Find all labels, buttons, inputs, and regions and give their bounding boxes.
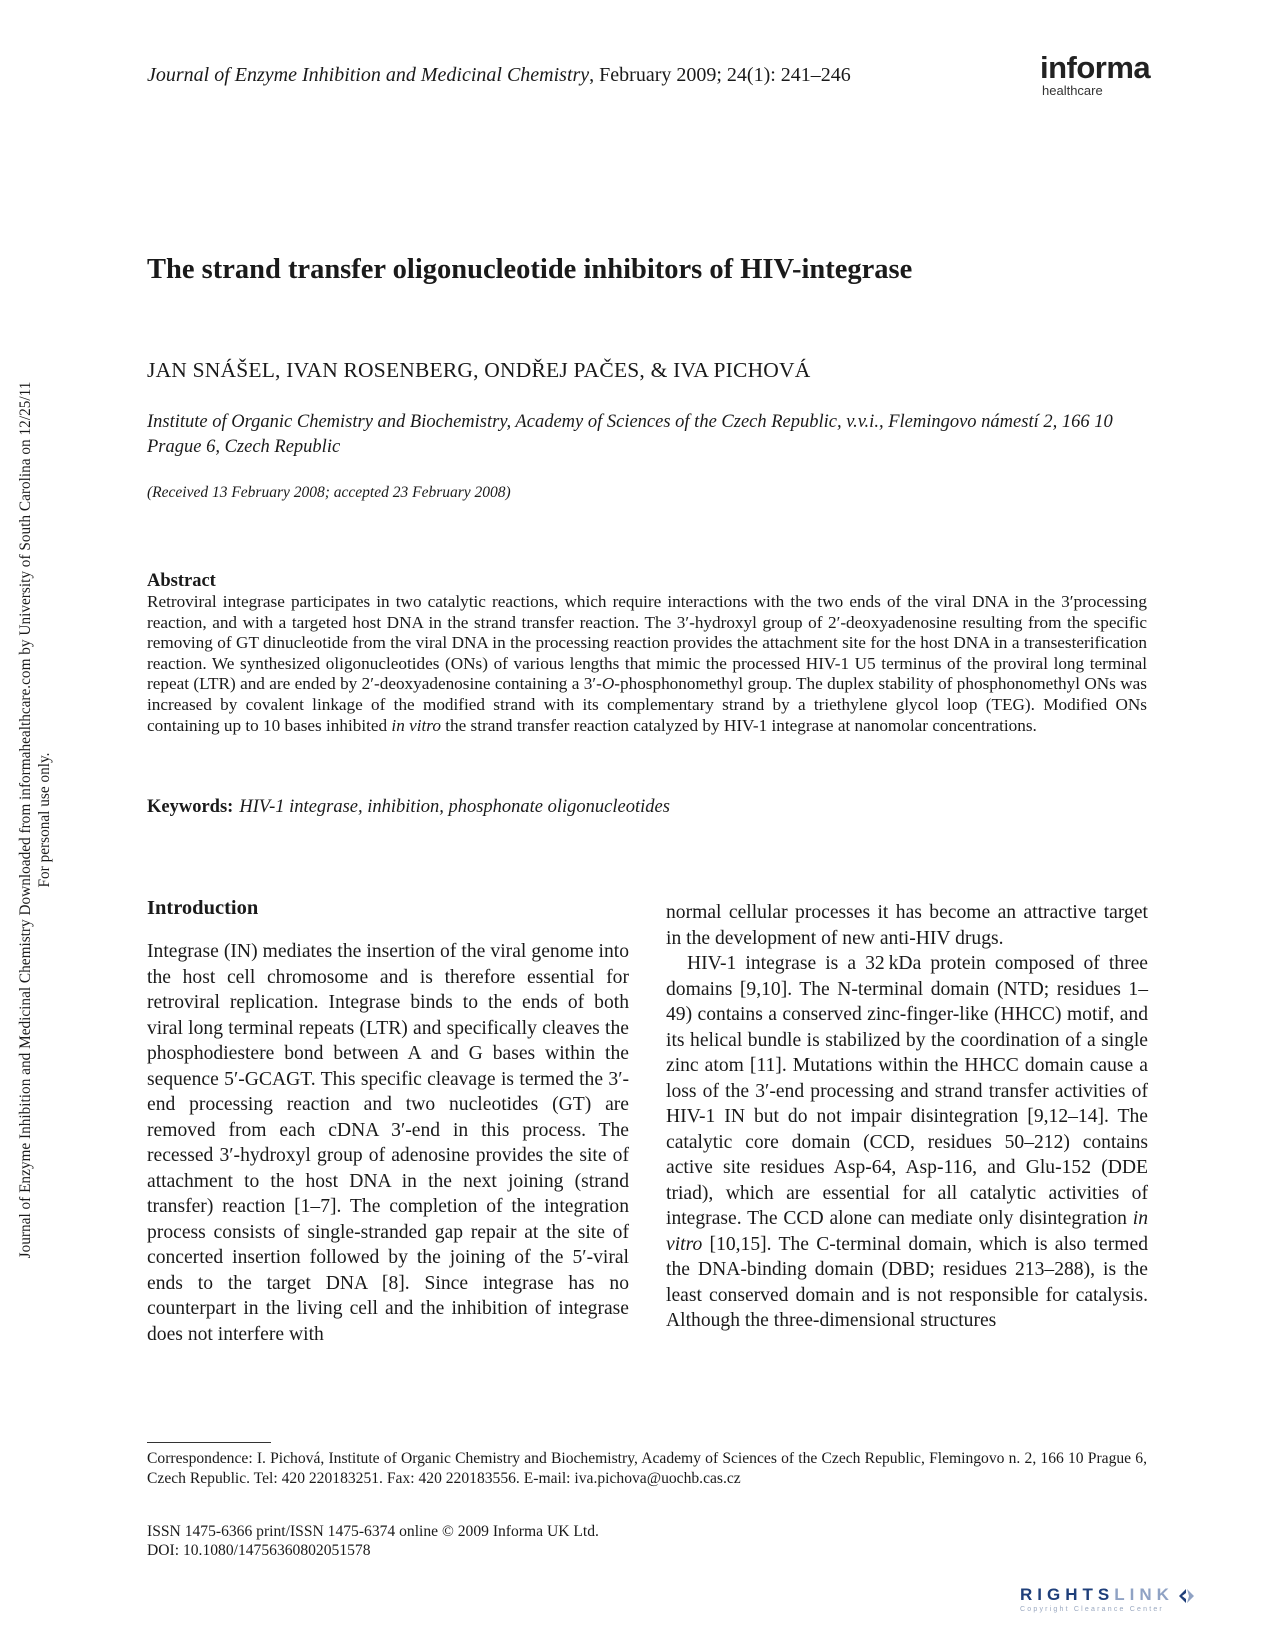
abstract-heading: Abstract [147,571,216,591]
rightslink-logo[interactable] [1020,1585,1196,1613]
footnote-rule [147,1442,271,1443]
rightslink-arrow-icon [1176,1587,1196,1605]
abstract-italic-o: O [601,674,615,694]
body-text-part: HIV-1 integrase is a 32 kDa protein composed of three domains [9,10]. The N-terminal domain (NTD; residues 1–49) contains a conserved zinc-finger-like (HHCC) motif, and its helical bundle is stabilized by the coordination of a single zinc atom [11]. Mutations within the HHCC domain cause a loss of the 3′-end processing and strand transfer activities of HIV-1 IN but do not impair disintegration [9,12–14]. The catalytic core domain (CCD, residues 50–212) contains active site residues Asp-64, Asp-116, and Glu-152 (DDE triad), which are essential for all catalytic activities of integrase. The CCD alone can mediate only disintegration [666,953,1148,1229]
introduction-heading: Introduction [147,897,259,919]
keywords [147,797,670,818]
doi-line: DOI: 10.1080/14756360802051578 [147,1542,371,1559]
download-watermark-line: For personal use only. [36,752,53,888]
journal-citation [147,64,851,87]
received-dates: (Received 13 February 2008; accepted 23 February 2008) [147,484,511,501]
publisher-logo-text: informa [1040,50,1151,85]
body-paragraph: Integrase (IN) mediates the insertion of the viral genome into the host cell chromosome and is therefore essential for retroviral replication. Integrase binds to the ends of both viral long terminal repeats (LTR) and specifically cleaves the phosphodiestere bond between A and G bases within the sequence 5′-GCAGT. This specific cleavage is termed the 3′-end processing reaction and two nucleotides (GT) are removed from each cDNA 3′-end in this process. The recessed 3′-hydroxyl group of adenosine provides the site of attachment to the host DNA in the next joining (strand transfer) reaction [1–7]. The completion of the integration process consists of single-stranded gap repair at the site of concerted insertion followed by the joining of the 5′-viral ends to the target DNA [8]. Since integrase has no counterpart in the living cell and the inhibition of integrase does not interfere with [147,941,629,1345]
abstract-text [147,592,1147,736]
rightslink-subtext: Copyright Clearance Center [1020,1606,1164,1613]
body-paragraph: normal cellular processes it has become an attractive target in the development of new anti-HIV drugs. [666,902,1148,949]
download-watermark [16,345,54,1295]
journal-name: Journal of Enzyme Inhibition and Medicinal Chemistry [147,64,590,86]
body-column-left [147,939,629,1347]
keywords-value: HIV-1 integrase, inhibition, phosphonate oligonucleotides [239,797,670,817]
keywords-label: Keywords: [147,797,234,817]
correspondence-note: Correspondence: I. Pichová, Institute of Organic Chemistry and Biochemistry, Academy of Sciences of the Czech Republic, Flemingovo n. 2, 166 10 Prague 6, Czech Republic. Tel: 420 220183251. Fax: 420 220183556. E-mail: iva.pichova@uochb.cas.cz [147,1450,1147,1487]
abstract-text-part: Retroviral integrase participates in two catalytic reactions, which require interactions with the two ends of the viral DNA in the 3′processing reaction, and with a targeted host DNA in the strand transfer reaction. The 3′-hydroxyl group of 2′-deoxyadenosine resulting from the specific removing of GT dinucleotide from the viral DNA in the processing reaction provides the attachment site for the host DNA in a transesterification reaction. We synthesized oligonucleotides (ONs) of various lengths that mimic the processed HIV-1 U5 terminus of the proviral long terminal repeat (LTR) and are ended by 2′-deoxyadenosine containing a 3′- [147,592,1147,694]
body-paragraph [666,951,1148,1334]
abstract-text-part: the strand transfer reaction catalyzed by HIV-1 integrase at nanomolar concentrations. [440,715,1037,735]
abstract-italic-invitro: in vitro [391,715,441,735]
publisher-logo-subtext: healthcare [1042,83,1103,98]
rightslink-wordmark [1020,1585,1196,1605]
body-text-part: [10,15]. The C-terminal domain, which is also termed the DNA-binding domain (DBD; residues 213–288), is the least conserved domain and is not responsible for catalysis. Although the three-dimensional structures [666,1233,1148,1331]
journal-issue: , February 2009; 24(1): 241–246 [589,64,851,86]
abstract-section [147,570,1147,736]
body-column-right [666,900,1148,1334]
download-watermark-line: Journal of Enzyme Inhibition and Medicinal Chemistry Downloaded from informahealthcare.com by University of South Carolina on 12/25/11 [17,381,34,1259]
body-italic-invitro: in vitro [666,1208,1148,1255]
rightslink-link: LINK [1114,1585,1174,1604]
issn-block [147,1522,599,1560]
issn-line: ISSN 1475-6366 print/ISSN 1475-6374 online © 2009 Informa UK Ltd. [147,1523,599,1540]
article-authors: JAN SNÁŠEL, IVAN ROSENBERG, ONDŘEJ PAČES, & IVA PICHOVÁ [147,358,811,382]
article-title: The strand transfer oligonucleotide inhibitors of HIV-integrase [147,254,913,285]
article-affiliation: Institute of Organic Chemistry and Biochemistry, Academy of Sciences of the Czech Republic, v.v.i., Flemingovo námestí 2, 166 10 Prague 6, Czech Republic [147,412,1113,457]
publisher-logo [1040,52,1150,98]
abstract-text-part: -phosphonomethyl group. The duplex stability of phosphonomethyl ONs was increased by covalent linkage of the modified strand with its complementary strand by a triethylene glycol loop (TEG). Modified ONs containing up to 10 bases inhibited [147,674,1147,735]
rightslink-rights: RIGHTS [1020,1585,1115,1604]
